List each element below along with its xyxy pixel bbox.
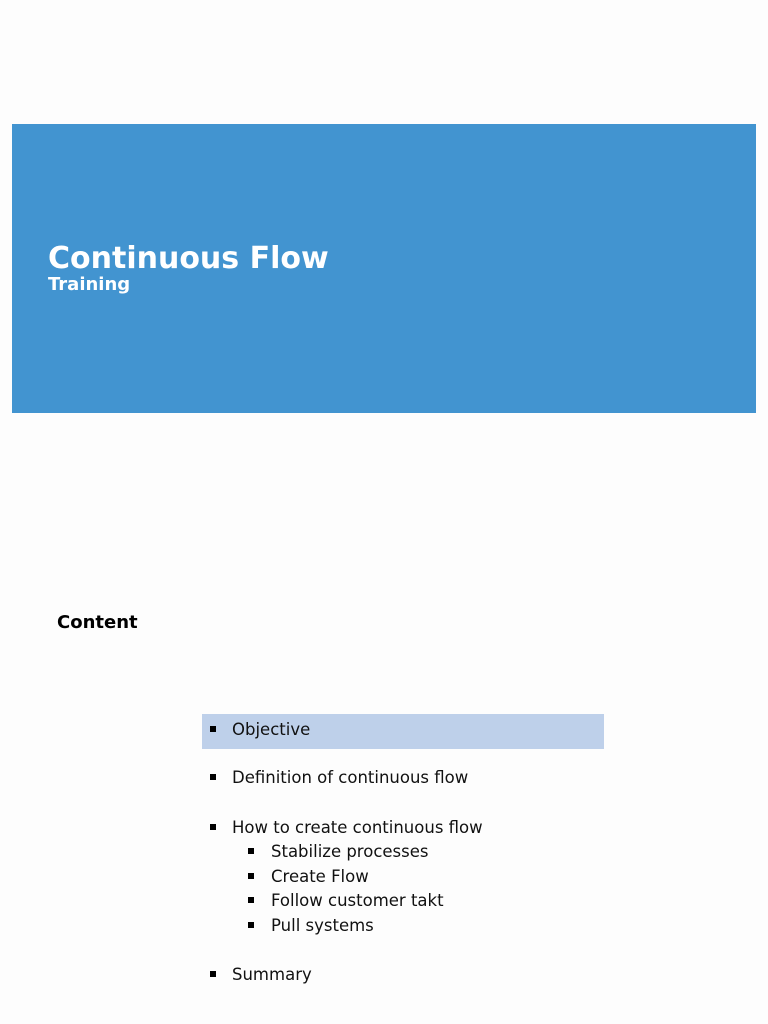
content-heading: Content	[57, 612, 138, 633]
square-bullet-icon	[248, 848, 254, 854]
square-bullet-icon	[248, 922, 254, 928]
agenda-item-label: Definition of continuous flow	[232, 768, 469, 787]
agenda-item-label: Stabilize processes	[271, 842, 429, 861]
presentation-title: Continuous Flow	[48, 241, 329, 276]
agenda-item-label: Follow customer takt	[271, 891, 444, 910]
square-bullet-icon	[210, 971, 216, 977]
square-bullet-icon	[248, 873, 254, 879]
square-bullet-icon	[210, 774, 216, 780]
agenda-item-label: Summary	[232, 965, 312, 984]
agenda-item-label: Create Flow	[271, 867, 369, 886]
title-banner	[12, 124, 756, 413]
square-bullet-icon	[210, 824, 216, 830]
square-bullet-icon	[210, 726, 216, 732]
agenda-item-label: Pull systems	[271, 916, 374, 935]
square-bullet-icon	[248, 897, 254, 903]
agenda-item-label: How to create continuous flow	[232, 818, 483, 837]
presentation-subtitle: Training	[48, 274, 131, 295]
agenda-item-label: Objective	[232, 720, 311, 739]
